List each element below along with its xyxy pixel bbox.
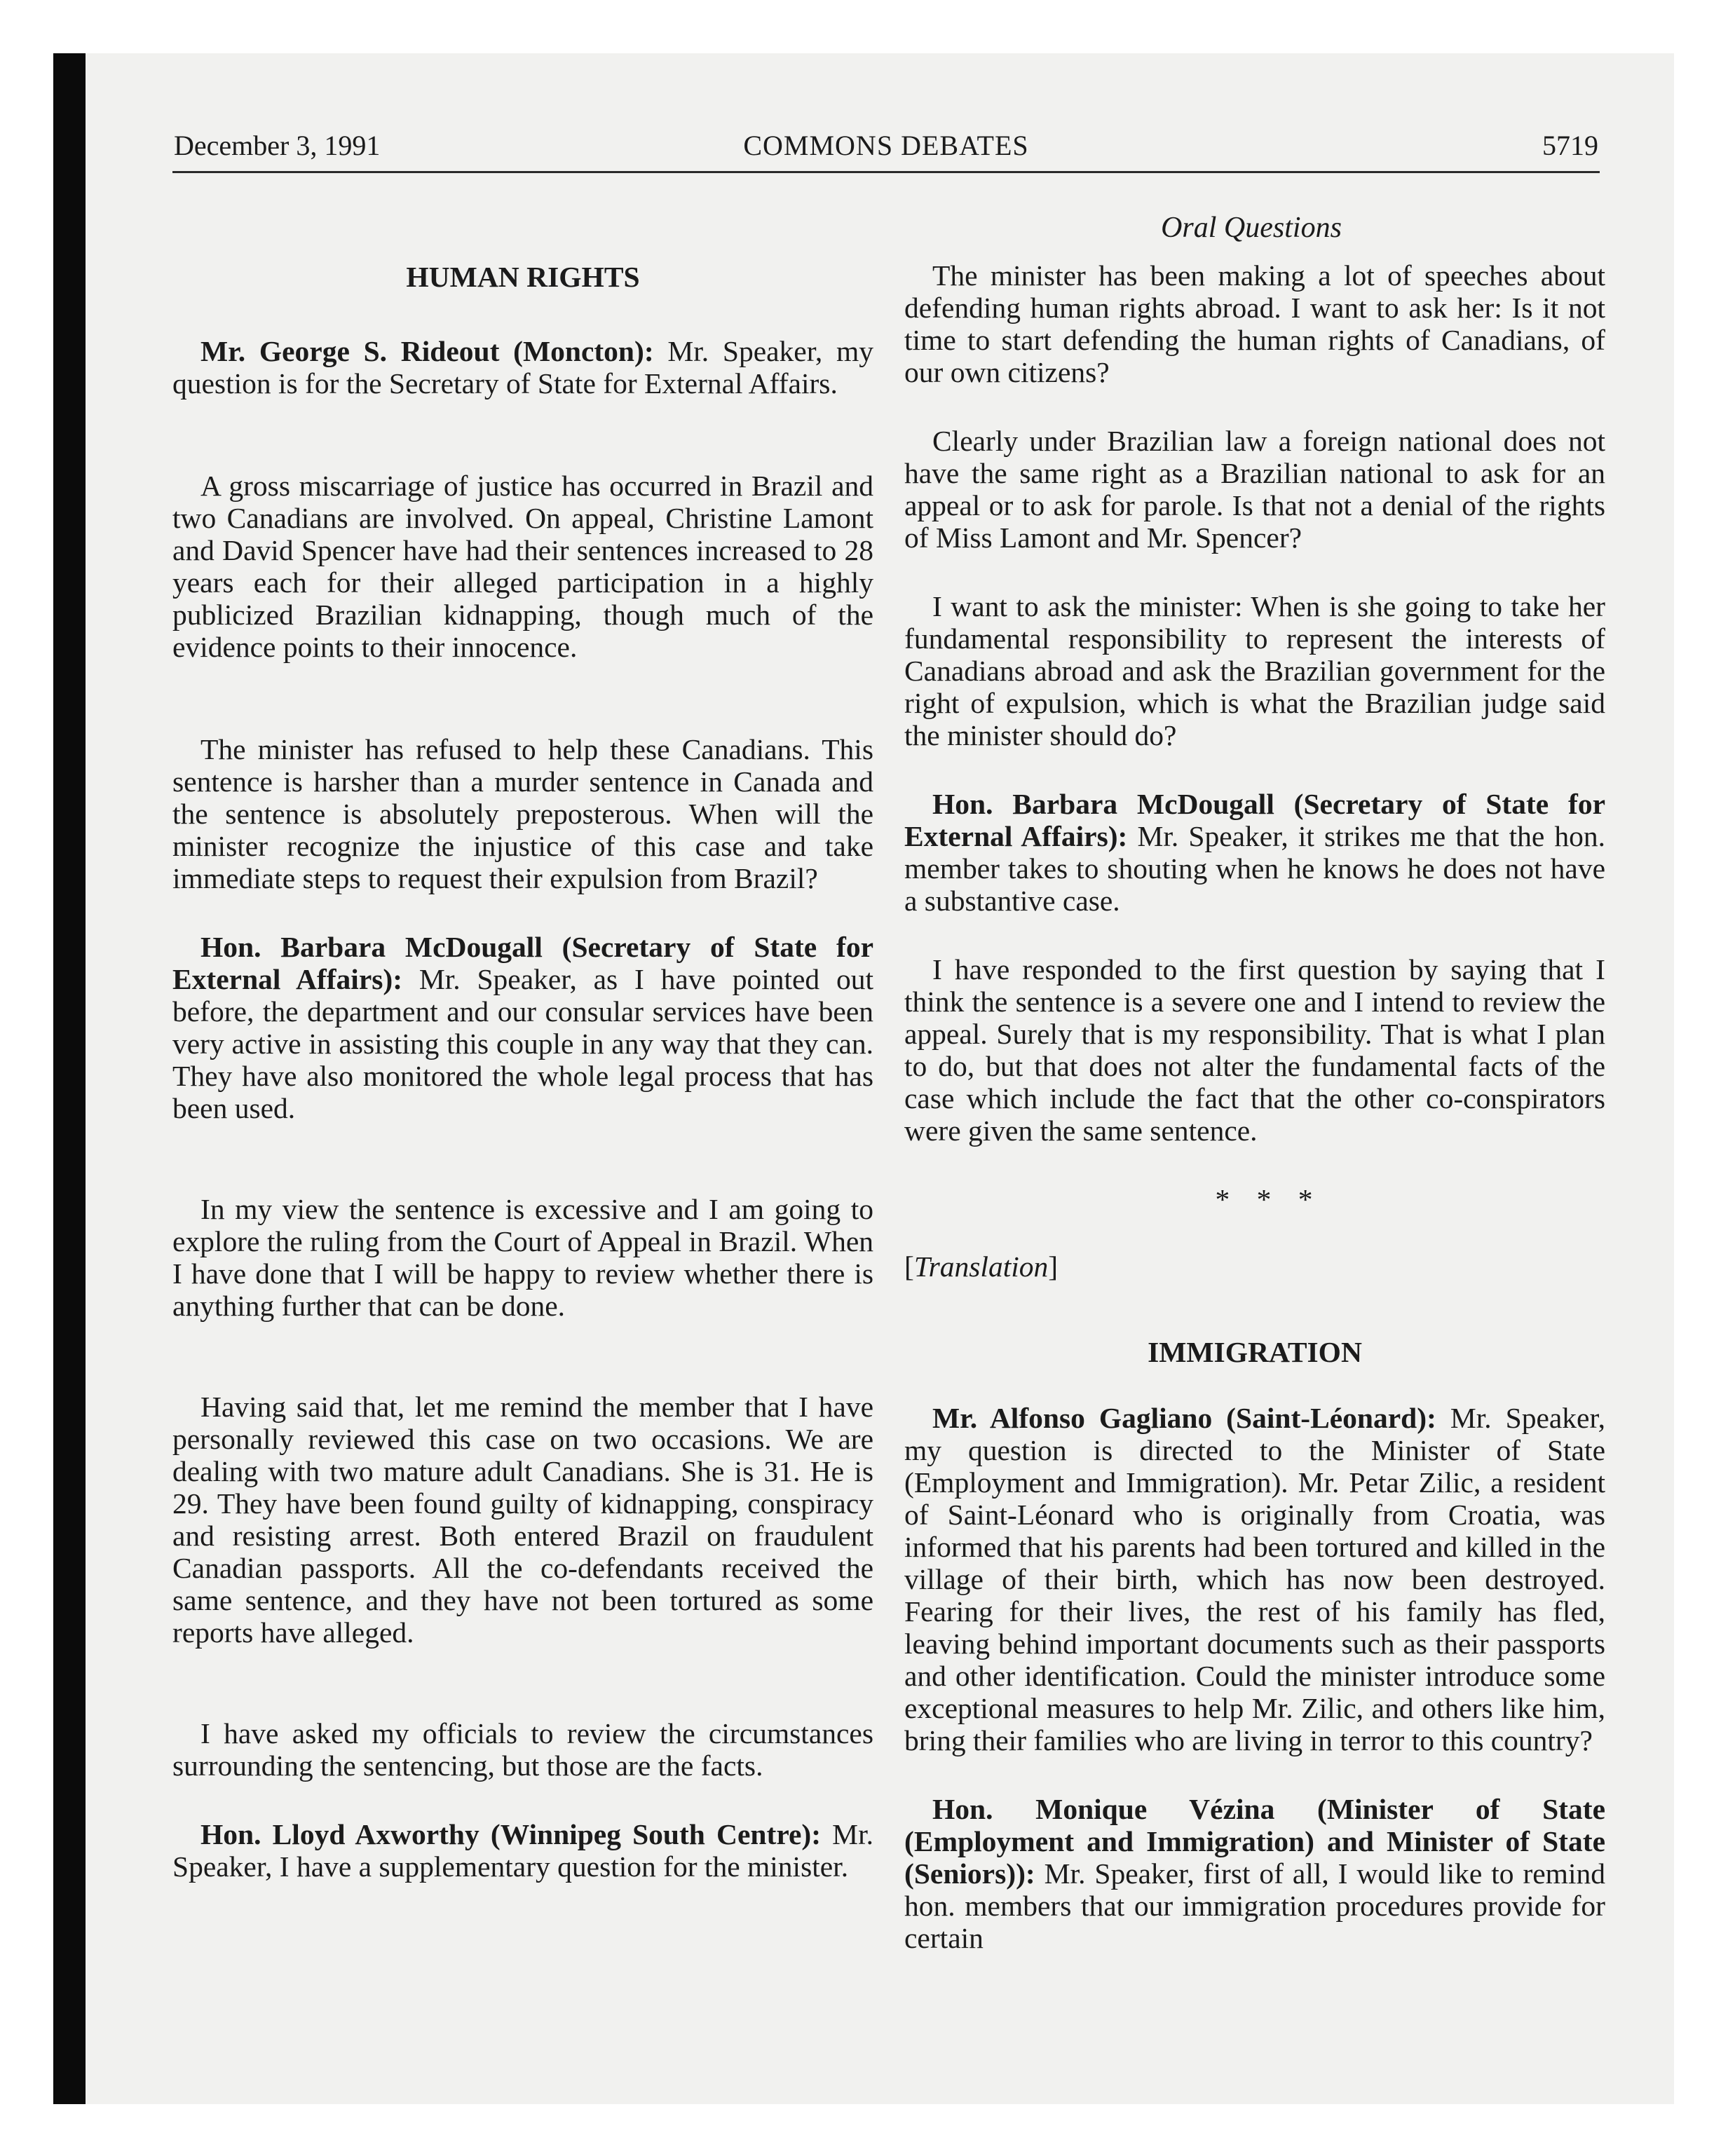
header-date: December 3, 1991 xyxy=(174,130,381,161)
heading-immigration: IMMIGRATION xyxy=(1148,1336,1362,1368)
paragraph xyxy=(172,931,873,1124)
speaker-name: Hon. Barbara McDougall (Secretary of State for External Affairs): xyxy=(904,788,1605,852)
speech-text: Mr. Speaker, I have a supplementary question for the minister. xyxy=(172,1818,873,1883)
speaker-name: Mr. Alfonso Gagliano (Saint-Léonard): xyxy=(932,1402,1436,1434)
paragraph: I have asked my officials to review the circumstances surrounding the sentencing, but those are the facts. xyxy=(172,1717,873,1782)
section-label: Oral Questions xyxy=(1161,212,1342,244)
speaker-name: Hon. Barbara McDougall (Secretary of State for External Affairs): xyxy=(172,931,873,995)
paragraph xyxy=(172,335,873,400)
speech-text: Mr. Speaker, it strikes me that the hon. member takes to shouting when he knows he does not have a substantive case. xyxy=(904,820,1605,917)
speaker-name: Hon. Lloyd Axworthy (Winnipeg South Centre): xyxy=(200,1818,822,1850)
paragraph xyxy=(904,788,1605,917)
translation-marker: [Translation] xyxy=(904,1250,1059,1283)
binding-edge xyxy=(53,53,86,2104)
page-number: 5719 xyxy=(1542,130,1598,161)
paragraph: I want to ask the minister: When is she going to take her fundamental responsibility to represent the interests of Canadians abroad and ask the Brazilian government for the right of expulsion, which is what the Brazilian judge said the minister should do? xyxy=(904,590,1605,751)
running-header xyxy=(174,130,1598,165)
speaker-name: Mr. George S. Rideout (Moncton): xyxy=(200,335,654,367)
paragraph: Having said that, let me remind the member that I have personally reviewed this case on two occasions. We are dealing with two mature adult Canadians. She is 31. He is 29. They have been found guilty of kidnapping, conspiracy and resisting arrest. Both entered Brazil on fraudulent Canadian passports. All the co-defendants received the same sentence, and they have not been tortured as some reports have alleged. xyxy=(172,1391,873,1649)
speaker-name: Hon. Monique Vézina (Minister of State (Employment and Immigration) and Minister of State (Seniors)): xyxy=(904,1793,1605,1890)
paragraph: A gross miscarriage of justice has occurred in Brazil and two Canadians are involved. On appeal, Christine Lamont and David Spencer have had their sentences increased to 28 years each for their alleged participation in a highly publicized Brazilian kidnapping, though much of the evidence points to their innocence. xyxy=(172,470,873,663)
paragraph: Clearly under Brazilian law a foreign national does not have the same right as a Brazilian national to ask for an appeal or to ask for parole. Is that not a denial of the rights of Miss Lamont and Mr. Spencer? xyxy=(904,425,1605,554)
section-separator: * * * xyxy=(1215,1183,1323,1215)
speech-text: Mr. Speaker, my question is directed to the Minister of State (Employment and Immigration). Mr. Petar Zilic, a resident of Saint-Léonard who is originally from Croatia, was informed that his parents had been tortured and killed in the village of their birth, which has now been destroyed. Fearing for their lives, the rest of his family has fled, leaving behind important documents such as their passports and other identification. Could the minister introduce some exceptional measures to help Mr. Zilic, and others like him, bring their families who are living in terror to this country? xyxy=(904,1402,1605,1756)
paragraph: The minister has refused to help these Canadians. This sentence is harsher than a murder sentence in Canada and the sentence is absolutely preposterous. When will the minister recognize the injustice of this case and take immediate steps to request their expulsion from Brazil? xyxy=(172,733,873,894)
header-rule xyxy=(172,171,1600,173)
left-column xyxy=(172,259,873,1883)
paragraph xyxy=(904,1793,1605,1954)
speech-text: Mr. Speaker, as I have pointed out before, the department and our consular services have been very active in assisting this couple in any way that they can. They have also monitored the whole legal process that has been used. xyxy=(172,963,874,1124)
paragraph: In my view the sentence is excessive and I am going to explore the ruling from the Court of Appeal in Brazil. When I have done that I will be happy to review whether there is anything further that can be done. xyxy=(172,1193,873,1322)
paragraph: I have responded to the first question by saying that I think the sentence is a severe one and I intend to review the appeal. Surely that is my responsibility. That is what I plan to do, but that does not alter the fundamental facts of the case which include the fact that the other co-conspirators were given the same sentence. xyxy=(904,953,1605,1147)
right-column xyxy=(904,259,1605,1954)
header-title: COMMONS DEBATES xyxy=(743,130,1029,161)
heading-human-rights: HUMAN RIGHTS xyxy=(406,261,640,293)
paragraph xyxy=(172,1818,873,1883)
speech-text: Mr. Speaker, first of all, I would like to remind hon. members that our immigration procedures provide for certain xyxy=(904,1857,1605,1954)
speech-text: Mr. Speaker, my question is for the Secretary of State for External Affairs. xyxy=(172,335,873,400)
paragraph xyxy=(904,1402,1605,1756)
paragraph: The minister has been making a lot of speeches about defending human rights abroad. I want to ask her: Is it not time to start defending the human rights of Canadians, of our own citizens? xyxy=(904,259,1605,388)
